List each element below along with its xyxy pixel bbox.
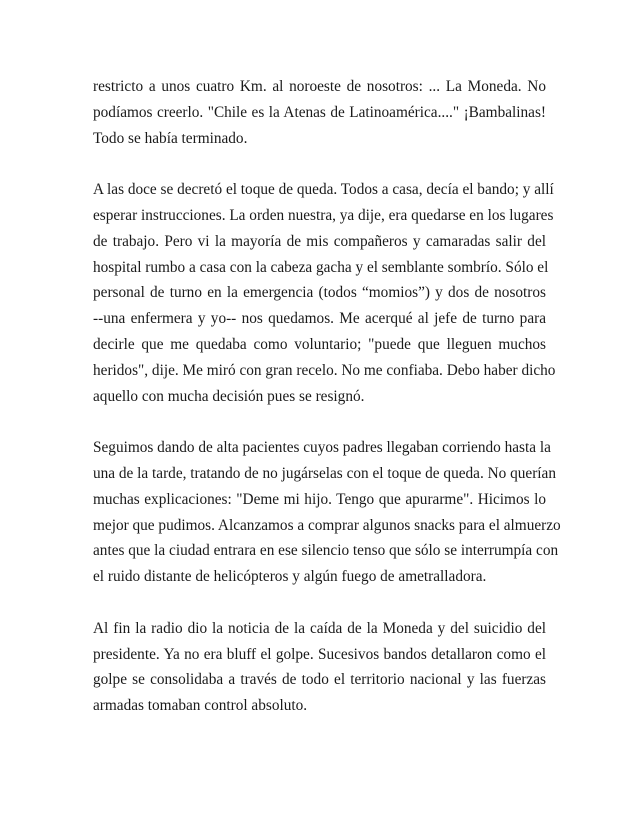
text-line: aquello con mucha decisión pues se resignó. <box>93 387 365 405</box>
text-line: de trabajo. Pero vi la mayoría de mis compañeros y camaradas salir del <box>93 232 546 250</box>
text-line: Todo se había terminado. <box>93 129 248 147</box>
text-line: podíamos creerlo. "Chile es la Atenas de Latinoamérica...." ¡Bambalinas! <box>93 103 546 121</box>
text-line: mejor que pudimos. Alcanzamos a comprar algunos snacks para el almuerzo <box>93 516 561 534</box>
text-line: --una enfermera y yo-- nos quedamos. Me acerqué al jefe de turno para <box>93 310 546 328</box>
text-line: hospital rumbo a casa con la cabeza gacha y el semblante sombrío. Sólo el <box>93 258 549 276</box>
paragraph-3 <box>93 435 561 590</box>
text-line: antes que la ciudad entrara en ese silencio tenso que sólo se interrumpía con <box>93 542 559 560</box>
paragraph-4 <box>93 616 546 719</box>
text-line: muchas explicaciones: "Deme mi hijo. Tengo que apurarme". Hicimos lo <box>93 490 546 508</box>
text-line: una de la tarde, tratando de no jugárselas con el toque de queda. No querían <box>93 464 556 482</box>
text-line: personal de turno en la emergencia (todos “momios”) y dos de nosotros <box>93 284 546 302</box>
text-line: heridos", dije. Me miró con gran recelo. No me confiaba. Debo haber dicho <box>93 361 556 379</box>
paragraph-1 <box>93 74 546 151</box>
text-line: Seguimos dando de alta pacientes cuyos padres llegaban corriendo hasta la <box>93 439 551 457</box>
paragraph-2 <box>93 177 556 409</box>
text-line: restricto a unos cuatro Km. al noroeste de nosotros: ... La Moneda. No <box>93 78 546 95</box>
text-line: golpe se consolidaba a través de todo el territorio nacional y las fuerzas <box>93 671 546 689</box>
text-line: presidente. Ya no era bluff el golpe. Sucesivos bandos detallaron como el <box>93 645 546 663</box>
text-line: decirle que me quedaba como voluntario; "puede que lleguen muchos <box>93 335 546 353</box>
text-line: A las doce se decretó el toque de queda. Todos a casa, decía el bando; y allí <box>93 181 554 199</box>
text-line: armadas tomaban control absoluto. <box>93 697 308 715</box>
text-line: Al fin la radio dio la noticia de la caída de la Moneda y del suicidio del <box>93 619 546 637</box>
text-line: el ruido distante de helicópteros y algún fuego de ametralladora. <box>93 568 487 586</box>
body-text <box>93 74 561 745</box>
text-line: esperar instrucciones. La orden nuestra, ya dije, era quedarse en los lugares <box>93 206 554 224</box>
